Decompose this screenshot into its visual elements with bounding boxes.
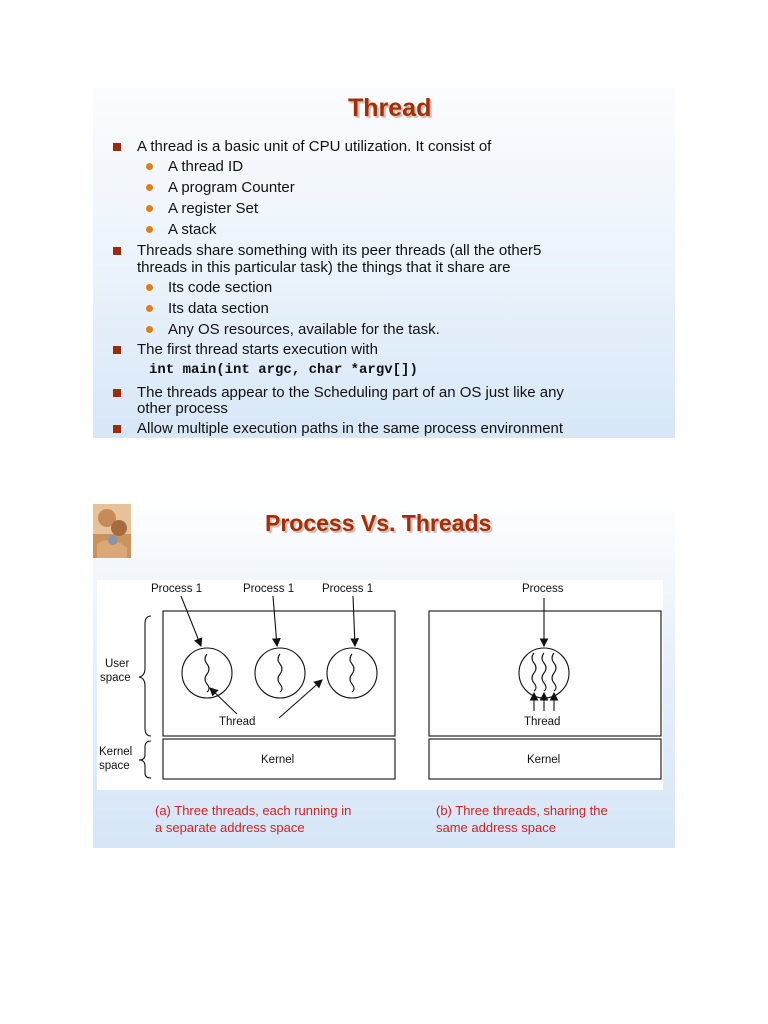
slide-title: Process Vs. Threads	[265, 510, 492, 536]
bullet-text-continued: other process	[137, 400, 228, 417]
bullet-text-continued: threads in this particular task) the things that it share are	[137, 259, 511, 276]
caption-a-line1: (a) Three threads, each running in	[155, 803, 352, 818]
user-space-label: space	[100, 672, 131, 684]
square-bullet-icon	[113, 425, 121, 433]
sub-bullet-text: Its code section	[168, 279, 273, 296]
thread-squiggle	[350, 654, 354, 692]
process-thread-diagram	[97, 580, 663, 790]
process-circle-3	[327, 648, 377, 698]
dot-bullet-icon	[146, 326, 153, 333]
user-space-label: User	[105, 658, 130, 670]
process-label: Process 1	[322, 583, 374, 595]
bullet-text: Allow multiple execution paths in the same process environment	[137, 420, 564, 437]
sub-bullet-text: A thread ID	[168, 158, 244, 175]
code-snippet: int main(int argc, char *argv[])	[149, 362, 418, 378]
thread-squiggle	[532, 653, 536, 691]
square-bullet-icon	[113, 389, 121, 397]
sub-bullet-text: Its data section	[168, 300, 269, 317]
thread-squiggle	[278, 654, 282, 692]
bullet-text: Threads share something with its peer threads (all the other5	[137, 242, 542, 259]
bullet-text: The threads appear to the Scheduling part of an OS just like any	[137, 384, 564, 401]
dot-bullet-icon	[146, 205, 153, 212]
kernel-space-label: Kernel	[99, 746, 133, 758]
user-space-brace	[139, 616, 151, 736]
slide-title: Thread	[348, 94, 432, 122]
sub-bullet-text: Any OS resources, available for the task.	[168, 321, 440, 338]
thread-label: Thread	[219, 716, 256, 728]
kernel-label: Kernel	[261, 754, 295, 766]
kernel-space-label: space	[99, 760, 130, 772]
process-label: Process 1	[243, 583, 295, 595]
sub-bullet-text: A stack	[168, 221, 217, 238]
process-vs-threads-slide	[93, 504, 675, 848]
kernel-label: Kernel	[527, 754, 561, 766]
bullet-text: The first thread starts execution with	[137, 341, 378, 358]
sub-bullet-text: A register Set	[168, 200, 259, 217]
thread-squiggle	[542, 653, 546, 691]
square-bullet-icon	[113, 247, 121, 255]
dot-bullet-icon	[146, 163, 153, 170]
thread-slide	[93, 88, 675, 438]
bullet-text: A thread is a basic unit of CPU utilization. It consist of	[137, 138, 492, 155]
process-circle-1	[182, 648, 232, 698]
caption-b-line1: (b) Three threads, sharing the	[436, 803, 608, 818]
kernel-space-brace	[139, 741, 151, 778]
process-label: Process	[522, 583, 564, 595]
square-bullet-icon	[113, 143, 121, 151]
dot-bullet-icon	[146, 226, 153, 233]
thread-squiggle	[552, 653, 556, 691]
dot-bullet-icon	[146, 305, 153, 312]
square-bullet-icon	[113, 346, 121, 354]
diagram-drawing	[97, 580, 663, 790]
thread-squiggle	[205, 654, 209, 692]
process-circle-2	[255, 648, 305, 698]
decorative-photo-icon	[93, 504, 131, 558]
thread-label: Thread	[524, 716, 561, 728]
user-space-box-a	[163, 611, 395, 736]
caption-a-line2: a separate address space	[155, 820, 305, 835]
dot-bullet-icon	[146, 284, 153, 291]
caption-b-line2: same address space	[436, 820, 556, 835]
dot-bullet-icon	[146, 184, 153, 191]
sub-bullet-text: A program Counter	[168, 179, 295, 196]
process-label: Process 1	[151, 583, 203, 595]
